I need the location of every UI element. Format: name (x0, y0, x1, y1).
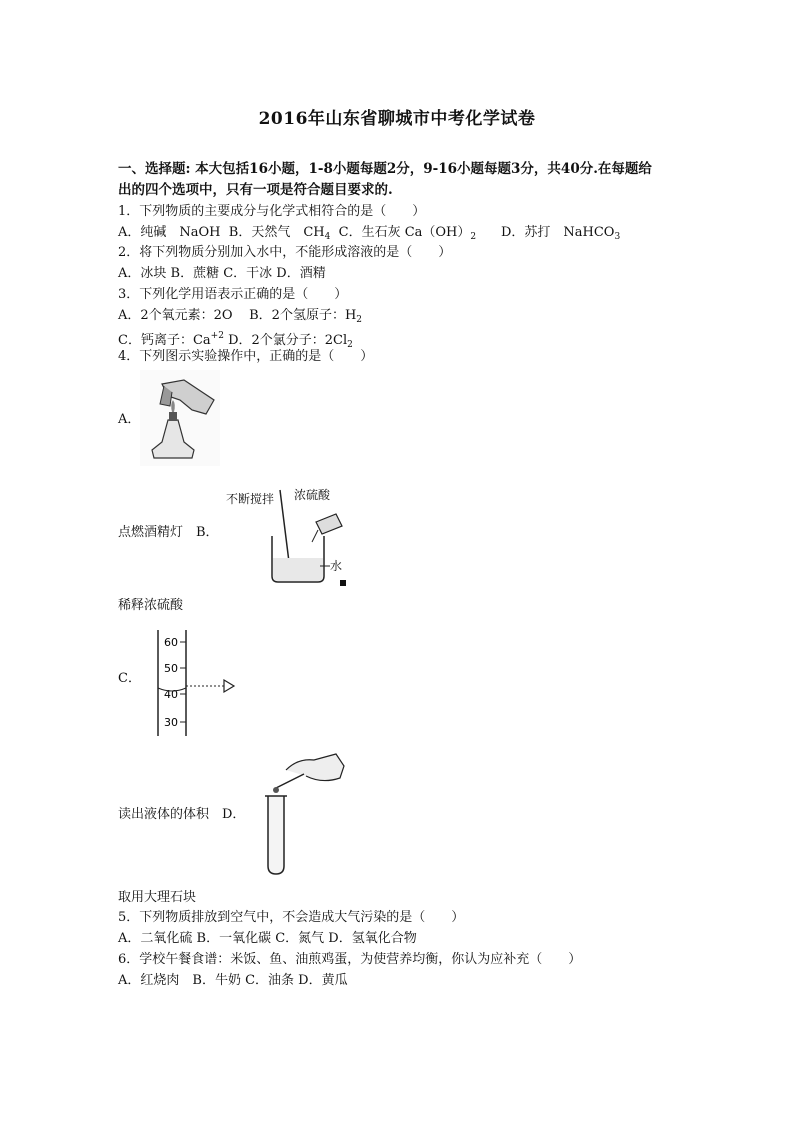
q1-option-c: C．生石灰 $Ca(OH)_2$ (338, 225, 477, 242)
section-heading-line1: 一、选择题: 本大包括16小题，1-8小题每题2分，9-16小题每题3分，共40分.在每题给 (118, 161, 652, 177)
page-title: 2016年山东省聊城市中考化学试卷 (258, 109, 536, 129)
q6-stem: 6．学校午餐食谱：米饭、鱼、油煎鸡蛋，为使营养均衡，你认为应补充（ ） (118, 952, 582, 967)
q4-caption-d: 取用大理石块 (118, 890, 197, 905)
test-tube (268, 796, 284, 874)
q1-options (118, 224, 620, 246)
tweezers (276, 774, 304, 788)
hand-shape (286, 754, 344, 781)
q3-options-ab (118, 307, 362, 329)
q5-options: A．二氧化硫 B．一氧化碳 C．氮气 D．氢氧化合物 (118, 931, 417, 946)
q1-option-b: B．天然气 $CH_4$ (228, 225, 331, 242)
q3-option-d: D．2个氯分子：$2Cl_2$ (223, 333, 353, 350)
label-conc-acid: 浓硫酸 (294, 488, 331, 502)
tick-label-40: 40 (164, 688, 178, 701)
q1-option-d: D．苏打 NaHCO$_3$ (500, 225, 621, 242)
q4-label-c: C． (118, 671, 141, 686)
section-heading-line2: 出的四个选项中，只有一项是符合题目要求的. (118, 182, 393, 198)
lamp-cap (169, 412, 177, 421)
q3-option-b: B．2个氢原子：$H_2$ (249, 308, 363, 325)
q4-caption-a-label-b: 点燃酒精灯 B． (118, 525, 219, 540)
q6-options: A．红烧肉 B．牛奶 C．油条 D．黄瓜 (118, 973, 348, 988)
q1-option-a: A．纯碱 NaOH (118, 225, 221, 240)
beaker-water (273, 558, 323, 581)
q2-options: A．冰块 B．蔗糖 C．干冰 D．酒精 (118, 266, 326, 281)
acid-stream (312, 530, 318, 542)
q4-caption-c-label-d: 读出液体的体积 D． (118, 807, 246, 822)
tick-label-30: 30 (164, 716, 178, 729)
q4-caption-b: 稀释浓硫酸 (118, 598, 184, 613)
label-stir: 不断搅拌 (226, 492, 275, 506)
figure-alcohol-lamp (140, 370, 220, 466)
figure-graduated-cylinder (148, 628, 240, 738)
figure-test-tube-marble (256, 748, 348, 878)
eye-icon (224, 680, 234, 692)
q4-label-a: A． (118, 412, 141, 427)
marble-chip (273, 787, 279, 793)
q2-stem: 2．将下列物质分别加入水中，不能形成溶液的是（ ） (118, 245, 452, 260)
acid-bottle (316, 514, 342, 534)
q4-stem: 4．下列图示实验操作中，正确的是（ ） (118, 349, 374, 364)
q3-stem: 3．下列化学用语表示正确的是（ ） (118, 287, 348, 302)
q1-stem: 1．下列物质的主要成分与化学式相符合的是（ ） (118, 204, 426, 219)
tick-label-60: 60 (164, 636, 178, 649)
tick-label-50: 50 (164, 662, 178, 675)
q3-option-c: C．钙离子：$Ca^{+2}$ (118, 331, 224, 348)
q5-stem: 5．下列物质排放到空气中，不会造成大气污染的是（ ） (118, 910, 465, 925)
q3-option-a: A．2个氧元素：2O (118, 308, 233, 323)
figure-dilute-acid (224, 478, 352, 588)
label-water: 水 (330, 559, 343, 573)
